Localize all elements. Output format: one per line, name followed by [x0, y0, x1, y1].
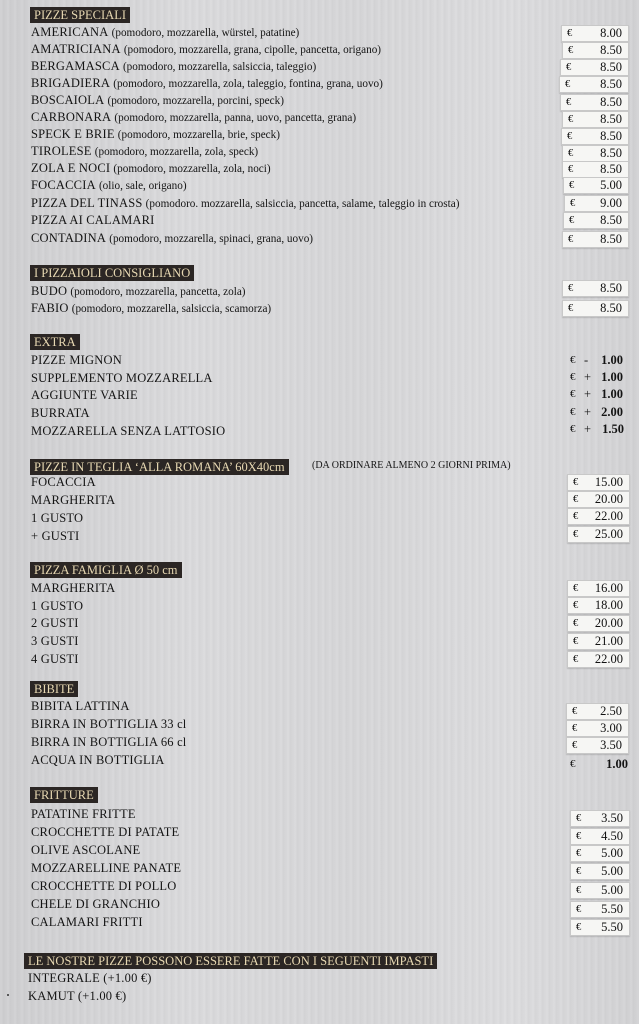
menu-item: ACQUA IN BOTTIGLIA [31, 753, 165, 767]
menu-item: BOSCAIOLA (pomodoro, mozzarella, porcini, speck) [31, 93, 284, 107]
menu-item: 3 GUSTI [31, 634, 79, 648]
menu-item: CARBONARA (pomodoro, mozzarella, panna, uovo, pancetta, grana) [31, 110, 357, 124]
price-tag: € 21.00 [567, 633, 630, 650]
menu-item: MOZZARELLINE PANATE [31, 861, 182, 875]
menu-item: CROCCHETTE DI PATATE [31, 825, 180, 839]
menu-item: SPECK E BRIE (pomodoro, mozzarella, brie, speck) [31, 127, 280, 141]
price-tag: € 18.00 [567, 597, 630, 614]
menu-item: MOZZARELLA SENZA LATTOSIO [31, 424, 226, 438]
menu-item: CONTADINA (pomodoro, mozzarella, spinaci, grana, uovo) [31, 231, 314, 245]
ink-dot [7, 994, 9, 996]
menu-item: BIRRA IN BOTTIGLIA 33 cl [31, 717, 187, 731]
menu-item: + GUSTI [31, 529, 80, 543]
menu-item: PIZZE MIGNON [31, 353, 122, 367]
price-tag: € 2.50 [566, 703, 629, 720]
price-tag: € 8.50 [559, 76, 629, 93]
section-header-bibite: BIBITE [30, 681, 78, 697]
price-tag: € 8.50 [562, 231, 629, 248]
menu-item: CALAMARI FRITTI [31, 915, 143, 929]
price-tag: € 5.00 [570, 882, 630, 899]
price-tag: € 25.00 [567, 526, 630, 543]
menu-item: OLIVE ASCOLANE [31, 843, 141, 857]
menu-item: FOCACCIA (olio, sale, origano) [31, 178, 187, 192]
price-tag: € 9.00 [564, 195, 629, 212]
menu-item: KAMUT (+1.00 €) [28, 989, 127, 1003]
price-tag: € 3.50 [566, 737, 629, 754]
price-label: € + 2.00 [570, 405, 623, 419]
menu-item: BIBITA LATTINA [31, 699, 130, 713]
price-tag: € 8.50 [562, 145, 629, 162]
section-header-fritture: FRITTURE [30, 787, 98, 803]
section-header-pizze-speciali: PIZZE SPECIALI [30, 7, 130, 23]
menu-item: 2 GUSTI [31, 616, 79, 630]
section-header-extra: EXTRA [30, 334, 80, 350]
price-tag: € 8.50 [562, 42, 629, 59]
menu-item: BUDO (pomodoro, mozzarella, pancetta, zola) [31, 284, 246, 298]
price-tag: € 16.00 [567, 580, 630, 597]
price-label: € + 1.00 [570, 370, 623, 384]
section-header-pizze-in-teglia: PIZZE IN TEGLIA ‘ALLA ROMANA’ 60X40cm [30, 459, 289, 475]
price-tag: € 5.50 [570, 901, 630, 918]
price-tag: € 5.00 [570, 863, 630, 880]
menu-item: BRIGADIERA (pomodoro, mozzarella, zola, taleggio, fontina, grana, uovo) [31, 76, 383, 90]
price-tag: € 20.00 [567, 615, 630, 632]
price-tag: € 8.50 [560, 59, 629, 76]
menu-item: AGGIUNTE VARIE [31, 388, 138, 402]
section-header-pizzaioli-consigliano: I PIZZAIOLI CONSIGLIANO [30, 265, 194, 281]
menu-item: 1 GUSTO [31, 599, 84, 613]
menu-item: SUPPLEMENTO MOZZARELLA [31, 371, 213, 385]
price-tag: € 8.50 [563, 212, 629, 229]
price-tag: € 4.50 [570, 828, 630, 845]
menu-item: TIROLESE (pomodoro, mozzarella, zola, speck) [31, 144, 259, 158]
menu-item: 1 GUSTO [31, 511, 84, 525]
price-label: € 1.00 [570, 757, 628, 771]
price-tag: € 8.50 [562, 111, 629, 128]
price-tag: € 8.50 [561, 128, 629, 145]
price-tag: € 5.00 [570, 845, 630, 862]
menu-item: MARGHERITA [31, 581, 116, 595]
menu-item: ZOLA E NOCI (pomodoro, mozzarella, zola, noci) [31, 161, 271, 175]
menu-item: PIZZA DEL TINASS (pomodoro. mozzarella, salsiccia, pancetta, salame, taleggio in crosta) [31, 196, 460, 210]
price-tag: € 3.50 [570, 810, 630, 827]
price-tag: € 8.50 [562, 161, 629, 178]
menu-item: FOCACCIA [31, 475, 96, 489]
price-tag: € 8.50 [560, 94, 629, 111]
section-note: (DA ORDINARE ALMENO 2 GIORNI PRIMA) [312, 460, 511, 471]
price-label: € + 1.50 [570, 422, 624, 436]
menu-item: INTEGRALE (+1.00 €) [28, 971, 152, 985]
price-tag: € 5.50 [570, 919, 630, 936]
section-header-pizza-famiglia: PIZZA FAMIGLIA Ø 50 cm [30, 562, 182, 578]
price-tag: € 8.00 [561, 25, 629, 42]
menu-item: CHELE DI GRANCHIO [31, 897, 161, 911]
price-tag: € 20.00 [567, 491, 630, 508]
section-header-impasti: LE NOSTRE PIZZE POSSONO ESSERE FATTE CON I SEGUENTI IMPASTI [24, 953, 437, 969]
menu-item: BIRRA IN BOTTIGLIA 66 cl [31, 735, 187, 749]
menu-item: FABIO (pomodoro, mozzarella, salsiccia, scamorza) [31, 301, 272, 315]
price-tag: € 8.50 [562, 280, 629, 297]
price-label: € - 1.00 [570, 353, 623, 367]
menu-item: PATATINE FRITTE [31, 807, 136, 821]
menu-item: PIZZA AI CALAMARI [31, 213, 155, 227]
price-tag: € 22.00 [567, 508, 630, 525]
price-tag: € 5.00 [563, 177, 629, 194]
menu-item: MARGHERITA [31, 493, 116, 507]
menu-item: AMATRICIANA (pomodoro, mozzarella, grana, cipolle, pancetta, origano) [31, 42, 382, 56]
menu-item: BERGAMASCA (pomodoro, mozzarella, salsiccia, taleggio) [31, 59, 317, 73]
price-tag: € 22.00 [567, 651, 630, 668]
price-label: € + 1.00 [570, 387, 623, 401]
menu-item: BURRATA [31, 406, 90, 420]
price-tag: € 15.00 [567, 474, 630, 491]
price-tag: € 8.50 [562, 300, 629, 317]
menu-item: CROCCHETTE DI POLLO [31, 879, 177, 893]
menu-item: AMERICANA (pomodoro, mozzarella, würstel, patatine) [31, 25, 300, 39]
menu-item: 4 GUSTI [31, 652, 79, 666]
price-tag: € 3.00 [566, 720, 629, 737]
